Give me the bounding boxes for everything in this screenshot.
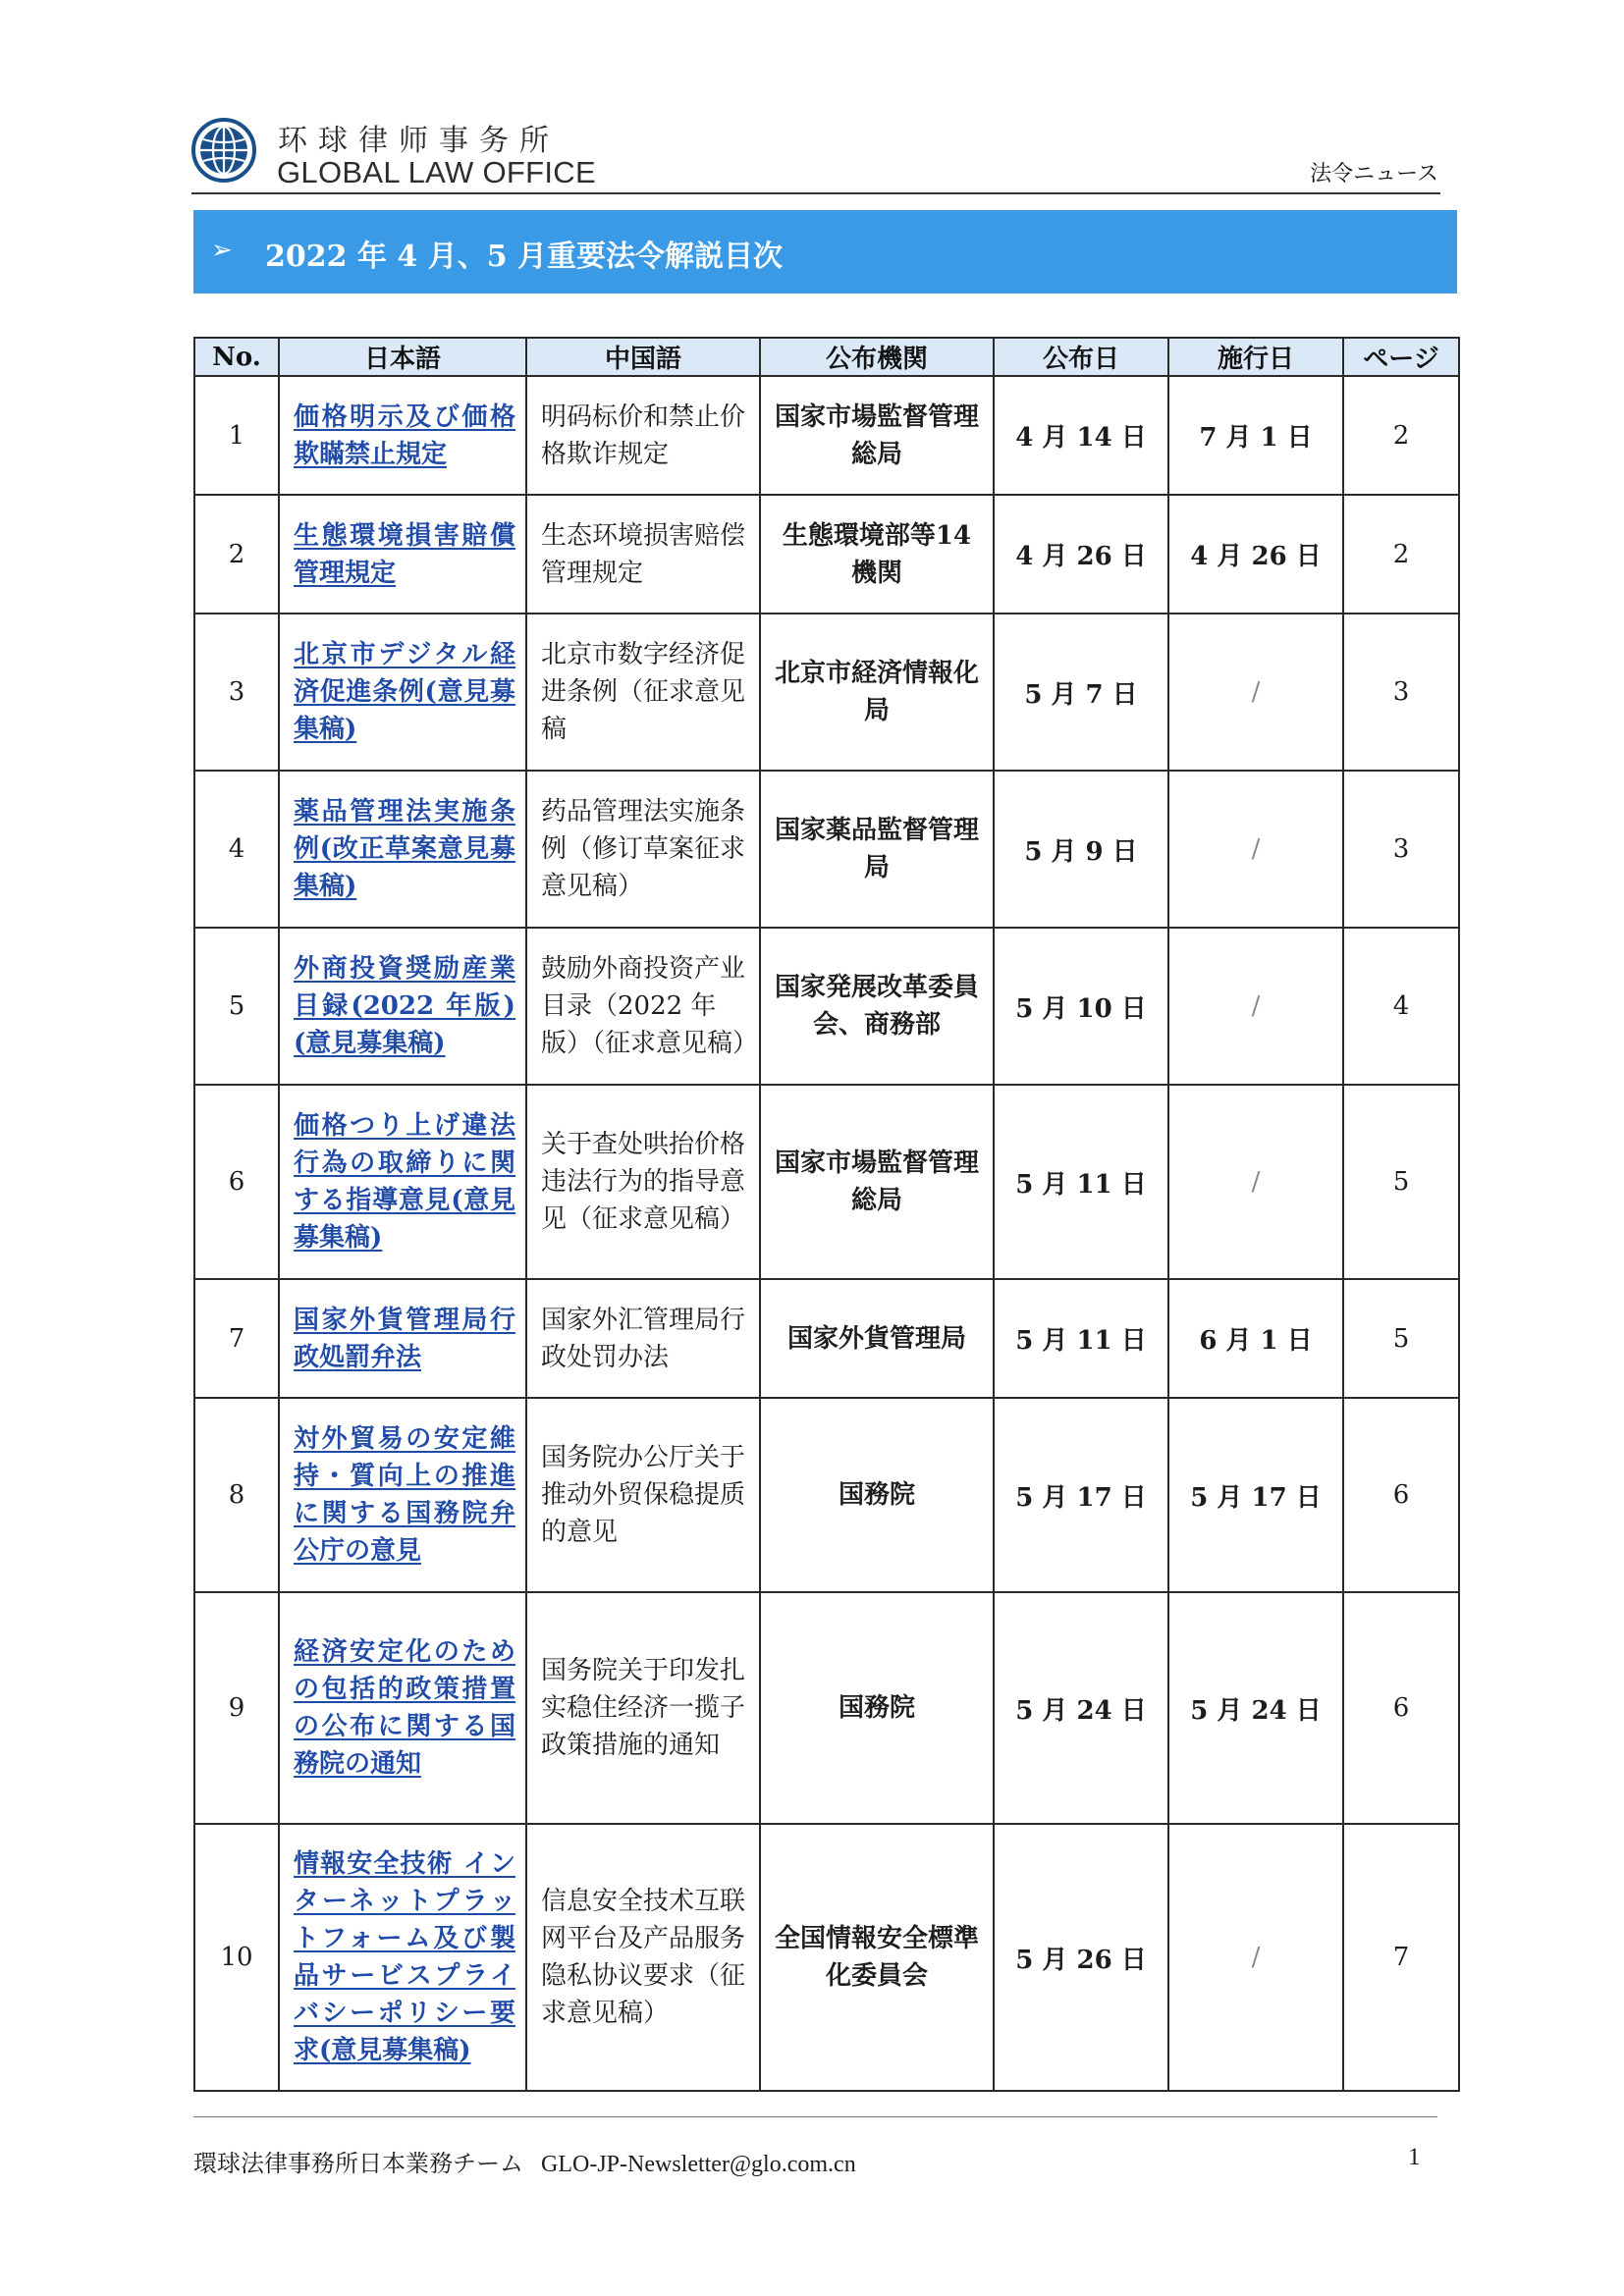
- issuing-authority: 全国情報安全標準化委員会: [760, 1824, 994, 2091]
- globe-logo-icon: [191, 118, 256, 183]
- newsletter-label: 法令ニュース: [1310, 162, 1438, 187]
- page-ref: 5: [1343, 1279, 1459, 1398]
- row-number: 8: [194, 1398, 279, 1592]
- effective-date: /: [1168, 928, 1343, 1085]
- publication-date: 4 月 14 日: [994, 376, 1168, 495]
- publication-date: 5 月 11 日: [994, 1085, 1168, 1279]
- table-row: [194, 614, 1459, 771]
- row-number: 6: [194, 1085, 279, 1279]
- cn-title: 北京市数字经济促进条例（征求意见稿: [526, 614, 760, 771]
- effective-date: 5 月 24 日: [1168, 1592, 1343, 1824]
- section-title: 2022 年 4 月、5 月重要法令解説目次: [265, 240, 784, 274]
- effective-date: 4 月 26 日: [1168, 495, 1343, 614]
- table-row: [194, 1824, 1459, 2091]
- table-header-row: [194, 338, 1459, 376]
- effective-date: /: [1168, 1824, 1343, 2091]
- jp-title-link[interactable]: 生態環境損害賠償管理規定: [294, 520, 515, 588]
- cn-title: 国务院办公厅关于推动外贸保稳提质的意见: [526, 1398, 760, 1592]
- page-ref: 5: [1343, 1085, 1459, 1279]
- column-header-jp: 日本語: [279, 338, 526, 376]
- issuing-authority: 国家発展改革委員会、商務部: [760, 928, 994, 1085]
- page-number: 1: [1408, 2144, 1421, 2170]
- column-header-page: ページ: [1343, 338, 1459, 376]
- row-number: 3: [194, 614, 279, 771]
- arrow-bullet-icon: ➢: [211, 236, 233, 265]
- jp-title-link[interactable]: 国家外貨管理局行政処罰弁法: [294, 1305, 515, 1372]
- effective-date: /: [1168, 771, 1343, 928]
- issuing-authority: 国家外貨管理局: [760, 1279, 994, 1398]
- jp-title-link[interactable]: 価格つり上げ違法行為の取締りに関する指導意見(意見募集稿): [294, 1111, 515, 1253]
- brand-name-cn: 环球律师事务所: [278, 124, 560, 158]
- effective-date: /: [1168, 1085, 1343, 1279]
- table-row: [194, 1592, 1459, 1824]
- jp-title-link[interactable]: 北京市デジタル経済促進条例(意見募集稿): [294, 640, 515, 744]
- publication-date: 5 月 7 日: [994, 614, 1168, 771]
- table-row: [194, 376, 1459, 495]
- publication-date: 5 月 10 日: [994, 928, 1168, 1085]
- footer-contact: [193, 2144, 856, 2178]
- jp-title-link[interactable]: 薬品管理法実施条例(改正草案意見募集稿): [294, 797, 515, 901]
- page-header: [191, 110, 1438, 193]
- publication-date: 5 月 9 日: [994, 771, 1168, 928]
- column-header-eff-date: 施行日: [1168, 338, 1343, 376]
- table-row: [194, 928, 1459, 1085]
- row-number: 1: [194, 376, 279, 495]
- cn-title: 药品管理法实施条例（修订草案征求意见稿）: [526, 771, 760, 928]
- cn-title: 生态环境损害赔偿管理规定: [526, 495, 760, 614]
- table-row: [194, 1279, 1459, 1398]
- issuing-authority: 国務院: [760, 1398, 994, 1592]
- column-header-pub-date: 公布日: [994, 338, 1168, 376]
- effective-date: /: [1168, 614, 1343, 771]
- row-number: 10: [194, 1824, 279, 2091]
- publication-date: 5 月 11 日: [994, 1279, 1168, 1398]
- column-header-no: No.: [194, 338, 279, 376]
- issuing-authority: 国務院: [760, 1592, 994, 1824]
- footer-divider: [193, 2116, 1437, 2117]
- issuing-authority: 国家市場監督管理総局: [760, 376, 994, 495]
- issuing-authority: 北京市経済情報化局: [760, 614, 994, 771]
- jp-title-link[interactable]: 対外貿易の安定維持・質向上の推進に関する国務院弁公庁の意見: [294, 1424, 515, 1566]
- contents-table: [193, 337, 1460, 2092]
- column-header-cn: 中国語: [526, 338, 760, 376]
- page-ref: 7: [1343, 1824, 1459, 2091]
- row-number: 7: [194, 1279, 279, 1398]
- publication-date: 5 月 24 日: [994, 1592, 1168, 1824]
- page-ref: 2: [1343, 376, 1459, 495]
- page-ref: 6: [1343, 1398, 1459, 1592]
- effective-date: 7 月 1 日: [1168, 376, 1343, 495]
- issuing-authority: 国家薬品監督管理局: [760, 771, 994, 928]
- footer-team-name: 環球法律事務所日本業務チーム: [193, 2150, 523, 2177]
- effective-date: 5 月 17 日: [1168, 1398, 1343, 1592]
- table-row: [194, 495, 1459, 614]
- row-number: 2: [194, 495, 279, 614]
- issuing-authority: 生態環境部等14 機関: [760, 495, 994, 614]
- publication-date: 5 月 26 日: [994, 1824, 1168, 2091]
- effective-date: 6 月 1 日: [1168, 1279, 1343, 1398]
- section-banner: [193, 210, 1457, 294]
- page-ref: 6: [1343, 1592, 1459, 1824]
- publication-date: 5 月 17 日: [994, 1398, 1168, 1592]
- cn-title: 国家外汇管理局行政处罚办法: [526, 1279, 760, 1398]
- page-ref: 2: [1343, 495, 1459, 614]
- table-row: [194, 1398, 1459, 1592]
- row-number: 5: [194, 928, 279, 1085]
- page-ref: 3: [1343, 771, 1459, 928]
- cn-title: 国务院关于印发扎实稳住经济一揽子政策措施的通知: [526, 1592, 760, 1824]
- cn-title: 关于查处哄抬价格违法行为的指导意见（征求意见稿）: [526, 1085, 760, 1279]
- footer-email[interactable]: GLO-JP-Newsletter@glo.com.cn: [541, 2152, 856, 2177]
- cn-title: 明码标价和禁止价格欺诈规定: [526, 376, 760, 495]
- column-header-org: 公布機関: [760, 338, 994, 376]
- row-number: 4: [194, 771, 279, 928]
- cn-title: 鼓励外商投资产业目录（2022 年版）（征求意见稿）: [526, 928, 760, 1085]
- page-ref: 4: [1343, 928, 1459, 1085]
- jp-title-link[interactable]: 経済安定化のための包括的政策措置の公布に関する国務院の通知: [294, 1637, 515, 1779]
- row-number: 9: [194, 1592, 279, 1824]
- page-ref: 3: [1343, 614, 1459, 771]
- table-row: [194, 771, 1459, 928]
- brand-name-en: GLOBAL LAW OFFICE: [277, 155, 596, 189]
- jp-title-link[interactable]: 価格明示及び価格欺瞞禁止規定: [294, 401, 515, 469]
- header-divider: [191, 192, 1440, 194]
- cn-title: 信息安全技术互联网平台及产品服务隐私协议要求（征求意见稿）: [526, 1824, 760, 2091]
- issuing-authority: 国家市場監督管理総局: [760, 1085, 994, 1279]
- table-row: [194, 1085, 1459, 1279]
- jp-title-link[interactable]: 外商投資奨励産業目録(2022 年版)(意見募集稿): [294, 954, 515, 1058]
- publication-date: 4 月 26 日: [994, 495, 1168, 614]
- jp-title-link[interactable]: 情報安全技術 インターネットプラットフォーム及び製品サービスプライバシーポリシー要求(意見募集稿): [294, 1849, 515, 2065]
